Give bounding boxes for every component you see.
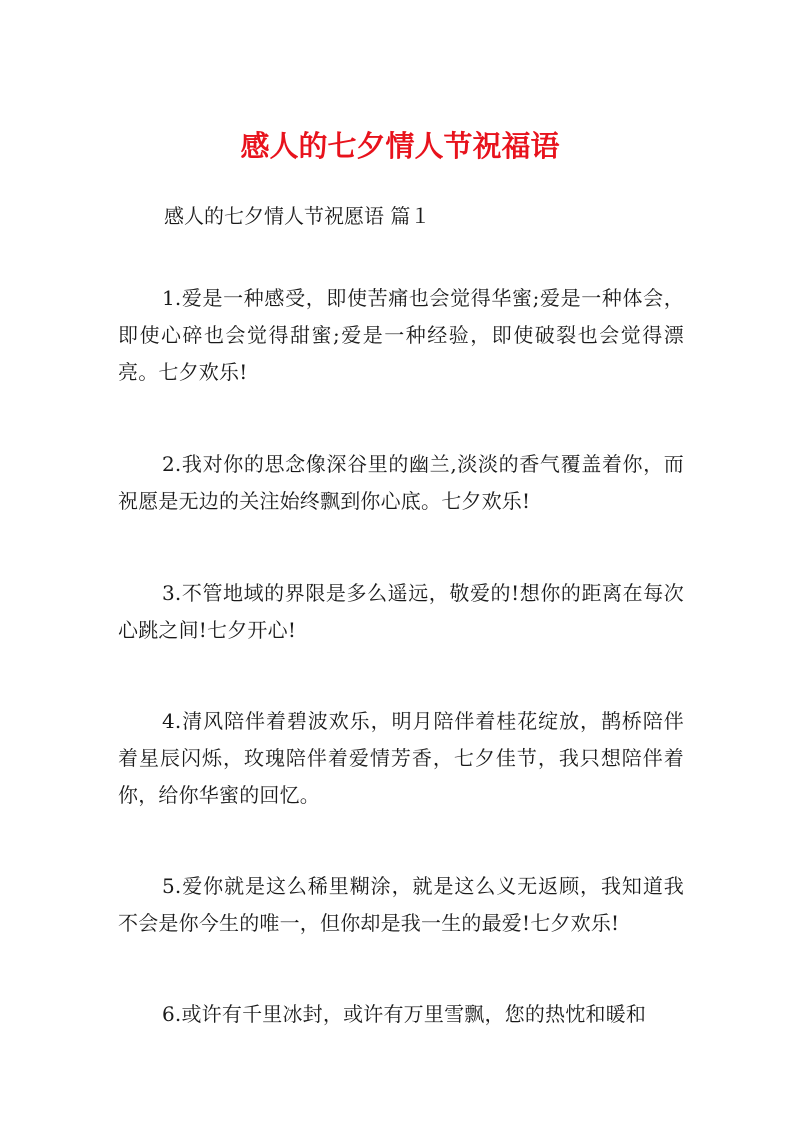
paragraph-2: 2.我对你的思念像深谷里的幽兰,淡淡的香气覆盖着你，而祝愿是无边的关注始终飘到你心底。七夕欢乐! (118, 452, 684, 513)
paragraph-3: 3.不管地域的界限是多么遥远，敬爱的!想你的距离在每次心跳之间!七夕开心! (118, 581, 684, 642)
paragraph-6: 6.或许有千里冰封，或许有万里雪飘，您的热忱和暖和 (162, 1002, 647, 1026)
paragraph-5: 5.爱你就是这么稀里糊涂，就是这么义无返顾，我知道我不会是你今生的唯一，但你却是我一生的最爱!七夕欢乐! (118, 874, 684, 935)
paragraph-1: 1.爱是一种感受，即使苦痛也会觉得华蜜;爱是一种体会，即使心碎也会觉得甜蜜;爱是一种经验，即使破裂也会觉得漂亮。七夕欢乐! (118, 286, 684, 384)
page-title: 感人的七夕情人节祝福语 (240, 129, 560, 163)
section-heading: 感人的七夕情人节祝愿语 篇１ (164, 204, 431, 228)
paragraph-4: 4.清风陪伴着碧波欢乐，明月陪伴着桂花绽放，鹊桥陪伴着星辰闪烁，玫瑰陪伴着爱情芳香，七夕佳节，我只想陪伴着你，给你华蜜的回忆。 (118, 709, 684, 807)
